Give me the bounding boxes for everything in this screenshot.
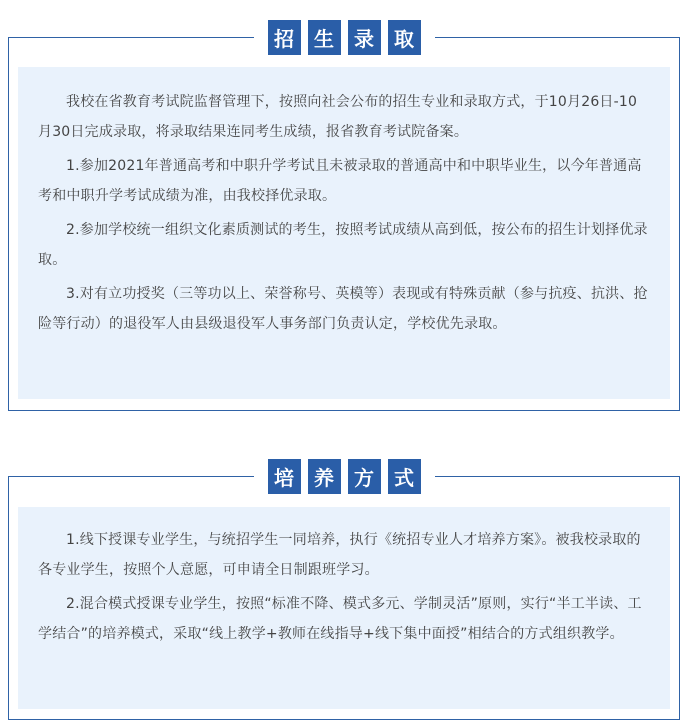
title-char: 生 [308, 20, 341, 55]
section-title [8, 457, 680, 495]
training-section [8, 465, 680, 720]
paragraph: 1.线下授课专业学生，与统招学生一同培养，执行《统招专业人才培养方案》。被我校录取的各专业学生，按照个人意愿，可申请全日制跟班学习。 [38, 532, 641, 578]
title-char: 方 [348, 459, 381, 494]
title-char: 培 [268, 459, 301, 494]
title-char: 录 [348, 20, 381, 55]
content-panel [18, 67, 670, 399]
title-char: 招 [268, 20, 301, 55]
content-panel [18, 507, 670, 709]
admission-section [8, 26, 680, 411]
title-char: 养 [308, 459, 341, 494]
paragraph: 2.参加学校统一组织文化素质测试的考生，按照考试成绩从高到低，按公布的招生计划择优录取。 [38, 222, 648, 268]
title-char: 式 [388, 459, 421, 494]
paragraph: 2.混合模式授课专业学生，按照“标准不降、模式多元、学制灵活”原则，实行“半工半读、工学结合”的培养模式，采取“线上教学+教师在线指导+线下集中面授”相结合的方式组织教学。 [38, 596, 642, 642]
paragraph: 3.对有立功授奖（三等功以上、荣誉称号、英模等）表现或有特殊贡献（参与抗疫、抗洪、抢险等行动）的退役军人由县级退役军人事务部门负责认定，学校优先录取。 [38, 286, 648, 332]
paragraph: 我校在省教育考试院监督管理下，按照向社会公布的招生专业和录取方式，于10月26日-10月30日完成录取，将录取结果连同考生成绩，报省教育考试院备案。 [38, 94, 638, 140]
section-title [8, 18, 680, 56]
paragraph: 1.参加2021年普通高考和中职升学考试且未被录取的普通高中和中职毕业生，以今年普通高考和中职升学考试成绩为准，由我校择优录取。 [38, 158, 642, 204]
title-char: 取 [388, 20, 421, 55]
